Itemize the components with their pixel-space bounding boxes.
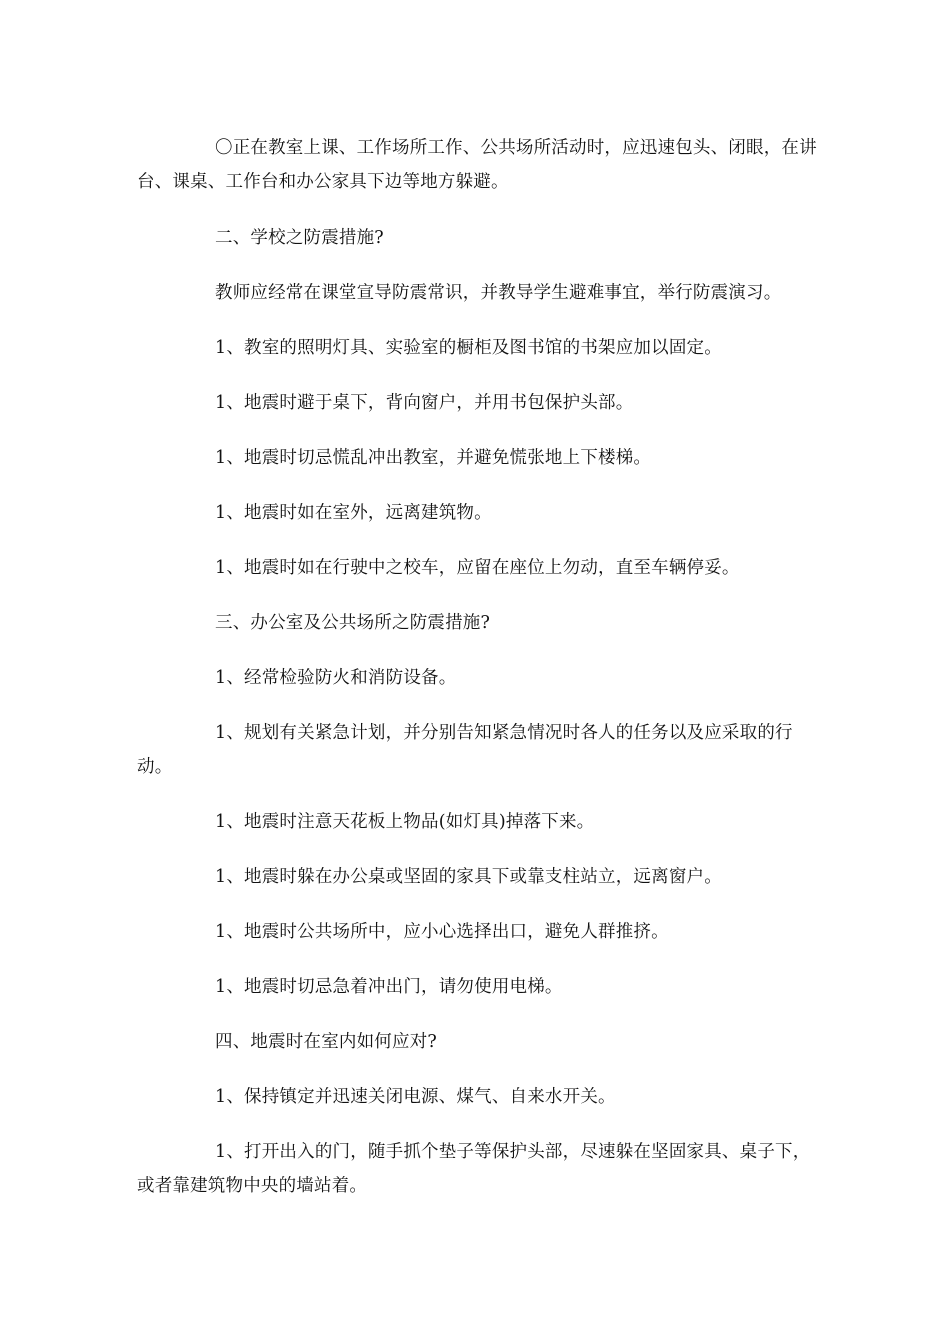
list-item: 1、打开出入的门，随手抓个垫子等保护头部，尽速躲在坚固家具、桌子下，或者靠建筑物中央的墙站着。 [137,1142,811,1196]
list-item: 1、地震时躲在办公桌或坚固的家具下或靠支柱站立，远离窗户。 [215,867,722,887]
list-item: 1、地震时公共场所中，应小心选择出口，避免人群推挤。 [215,922,669,942]
list-item: 1、地震时切忌急着冲出门，请勿使用电梯。 [215,977,563,997]
list-item: 1、地震时注意天花板上物品(如灯具)掉落下来。 [215,812,595,832]
list-item: 1、地震时切忌慌乱冲出教室，并避免慌张地上下楼梯。 [215,448,652,468]
list-item: 1、经常检验防火和消防设备。 [215,668,457,688]
list-item: 1、教室的照明灯具、实验室的橱柜及图书馆的书架应加以固定。 [215,338,722,358]
list-item: 1、地震时如在室外，远离建筑物。 [215,503,492,523]
paragraph-indoor-shelter: 〇正在教室上课、工作场所工作、公共场所活动时，应迅速包头、闭眼，在讲台、课桌、工作台和办公家具下边等地方躲避。 [137,138,817,192]
heading-office-public-measures: 三、办公室及公共场所之防震措施? [215,613,491,633]
list-item: 1、规划有关紧急计划，并分别告知紧急情况时各人的任务以及应采取的行动。 [137,723,793,777]
list-item: 1、地震时避于桌下，背向窗户，并用书包保护头部。 [215,393,634,413]
list-item: 1、地震时如在行驶中之校车，应留在座位上勿动，直至车辆停妥。 [215,558,740,578]
list-item: 1、保持镇定并迅速关闭电源、煤气、自来水开关。 [215,1087,616,1107]
paragraph-teacher-guidance: 教师应经常在课堂宣导防震常识，并教导学生避难事宜，举行防震演习。 [215,283,782,303]
heading-indoor-response: 四、地震时在室内如何应对? [215,1032,437,1052]
heading-school-measures: 二、学校之防震措施? [215,228,384,248]
